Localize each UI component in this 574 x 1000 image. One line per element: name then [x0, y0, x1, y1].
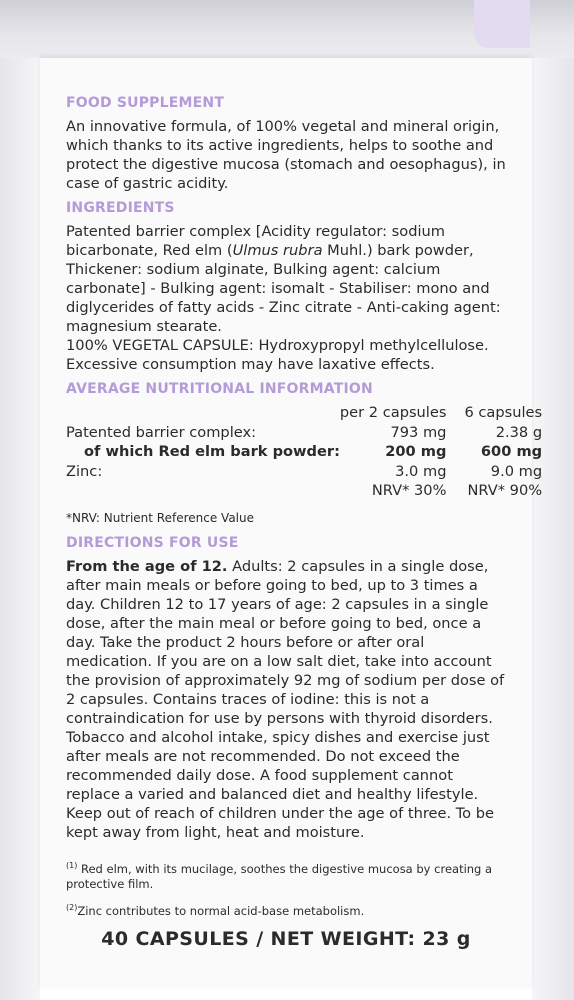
- latin-name: Ulmus rubra: [232, 242, 323, 259]
- nutrition-row: Zinc: 3.0 mg 9.0 mg: [66, 462, 543, 480]
- nutrition-header-row: per 2 capsules 6 capsules: [339, 404, 543, 421]
- ingredients-text: Patented barrier complex [Acidity regulator: sodium bicarbonate, Red elm (Ulmus rubra Muhl.) bark powder, Thickener: sodium alginate, Bulking agent: calcium carbonate] - Bulking agent: isomalt - Stabiliser: mono and diglycerides of fatty acids - Zinc citrate - Anti-caking agent: magnesium stearate.: [66, 223, 501, 335]
- footnote-2: $^{(2)}$Zinc contributes to normal acid-base metabolism.: [66, 902, 365, 918]
- label-panel: [40, 58, 543, 988]
- nutrition-table: [66, 403, 542, 501]
- package-left-edge: [0, 58, 40, 1000]
- nutrition-heading: AVERAGE NUTRITIONAL INFORMATION: [66, 381, 373, 397]
- directions-heading: DIRECTIONS FOR USE: [66, 534, 239, 551]
- nutrition-row: NRV* 30% NRV* 90%: [371, 482, 543, 499]
- nutrition-row: Patented barrier complex: 793 mg 2.38 g: [66, 423, 543, 441]
- ingredients-heading: INGREDIENTS: [66, 200, 175, 216]
- food-supplement-text: An innovative formula, of 100% vegetal and mineral origin, which thanks to its active ingredients, helps to soothe and protect the digestive mucosa (stomach and oesophagus), in case of gastric acidity.: [66, 118, 506, 192]
- package-right-edge: [532, 58, 574, 1000]
- footnotes: [66, 858, 516, 927]
- food-supplement-heading: FOOD SUPPLEMENT: [66, 95, 225, 111]
- nutrition-row: of which Red elm bark powder: 200 mg 600 mg: [84, 443, 543, 460]
- nrv-note: *NRV: Nutrient Reference Value: [66, 510, 255, 525]
- footnote-1: $^{(1)}$ Red elm, with its mucilage, soothes the digestive mucosa by creating a protective film.: [66, 861, 493, 891]
- directions-text: From the age of 12. Adults: 2 capsules in a single dose, after main meals or before going to bed, up to 3 times a day. Children 12 to 17 years of age: 2 capsules in a single dose, after the main meal or before going to bed, once a day. Take the product 2 hours before or after oral medication. If you are on a low salt diet, take into account the provision of approximately 92 mg of sodium per dose of 2 capsules. Contains traces of iodine: this is not a contraindication for use by persons with thyroid disorders. Tobacco and alcohol intake, spicy dishes and exercise just after meals are not recommended. Do not exceed the recommended daily dose. A food supplement cannot replace a varied and balanced diet and healthy lifestyle. Keep out of reach of children under the age of three. To be kept away from light, heat and moisture.: [66, 557, 505, 841]
- net-weight-footer: 40 CAPSULES / NET WEIGHT: 23 g: [101, 928, 471, 950]
- capsule-text: 100% VEGETAL CAPSULE: Hydroxypropyl methylcellulose.: [66, 337, 489, 354]
- warning-text: Excessive consumption may have laxative effects.: [66, 356, 435, 373]
- package-tab: [474, 0, 530, 48]
